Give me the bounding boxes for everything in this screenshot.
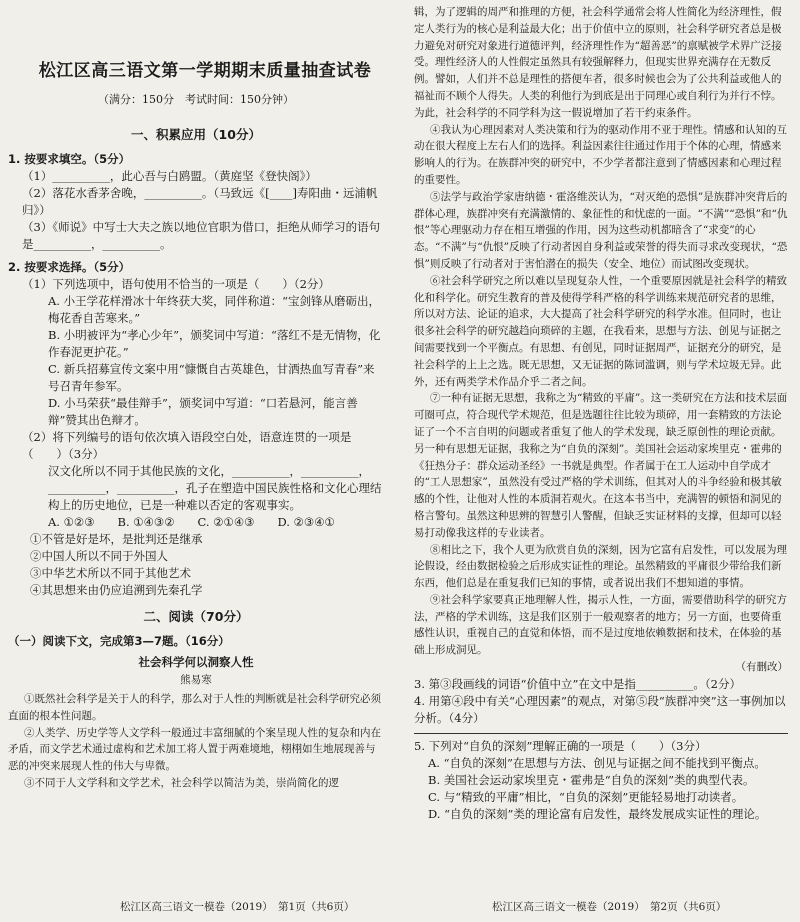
paragraph-3: ③不同于人文学科和文学艺术，社会科学以简洁为美，崇尚简化的逻: [24, 776, 339, 789]
section-heading: 二、阅读（70分）: [143, 609, 249, 624]
question-1-2: （2）落花水香茅舍晚，__________。（马致远《[____]寿阳曲・远浦帆归》）: [22, 186, 378, 217]
paragraph-9: ⑨社会科学家要真正地理解人性，揭示人性，一方面，需要借助科学的研究方法，严格的学术训练，这是我们区别于一般观察者的地方；另一方面，也要倚重感性认识，重视自己的直觉和体悟，而不是过度地依赖数据和技术，在体验的基础上形成洞见。: [414, 593, 787, 657]
article-title: 社会科学何以洞察人性: [138, 655, 254, 669]
paragraph-7: ⑦一种有证据无思想，我称之为“精致的平庸”。这一类研究在方法和技术层面可圈可点，符合现代学术规范，但是选题往往比较为琐碎，用一套精致的方法论证了一个不言自明的问题或者重复了他人的学术发现，缺乏原创性的理论贡献。另一种有思想无证据，我称之为“自负的深刻”。美国社会运动家埃里克・霍弗的《狂热分子：群众运动圣经》一书就是典型。作者属于在工人运动中自学成才的“工人思想家”，虽然没有受过严格的学术训练，但其对人的斗争经验和极其敏感的个性，让他对人性的本质洞若观火。在这本书当中，充满智的顿悟和洞见的格言警句。虽然这种思辨的智慧引人警醒，但缺乏实证材料的支撑，但却可以轻易打动像我这样的专业读者。: [414, 392, 788, 539]
option-d: D. 小马荣获“最佳辩手”，颁奖词中写道：“口若悬河，能言善辩”赞其出色辩才。: [48, 396, 358, 427]
question-3: 3. 第③段画线的词语“价值中立”在文中是指__________。（2分）: [414, 676, 741, 691]
left-column: [0, 0, 398, 922]
right-column: [402, 0, 800, 922]
page-footer: 松江区高三语文一模卷（2019） 第2页（共6页）: [492, 901, 727, 913]
article-author: 熊易寒: [180, 674, 212, 686]
paragraph-2: ②人类学、历史学等人文学科一般通过丰富细腻的个案呈现人性的复杂和内在矛盾，而文学艺术通过虚构和艺术加工将人置于两难境地，栩栩如生地展现善与恶的冲突来展现人性的伟大与卑微。: [8, 726, 381, 773]
option-c: C. 与“精致的平庸”相比，“自负的深刻”更能轻易地打动读者。: [428, 789, 744, 804]
sentence-1: ①不管是好是坏，是批判还是继承: [30, 532, 203, 546]
option-a: A. 小王学花样滑冰十年终获大奖，同伴称道：“宝剑锋从磨砺出，梅花香自苦寒来。”: [48, 294, 380, 325]
paragraph-6: ⑥社会科学研究之所以难以呈现复杂人性，一个重要原因就是社会科学的精致化和科学化。研究生教育的普及使得学科严格的科学训练来规范研究者的思维，所以对方法、论证的追求，大大提高了社会科学研究的科学水准。但同时，也让很多社会科学的研究越趋向琐碎的主题，在我看来，思想与方法、创见与证据之间需要找到一个平衡点。有思想、有创见，同时证据周严，证据充分的研究，是社会科学的上上之选。既无思想，又无证据的陈词滥调，则与学术垃圾无异。此外，还有两类学术作品介乎二者之间。: [414, 274, 787, 388]
question-2-2: （2）将下列编号的语句依次填入语段空白处，语意连贯的一项是（ ）（3分）: [22, 430, 352, 461]
paragraph-5: ⑤法学与政治学家唐纳德・霍洛维茨认为，“对灭绝的恐惧”是族群冲突背后的群体心理，族群冲突有充满激情的、象征性的和忧虑的一面。“不满”“恐惧”和“仇恨”等心理驱动力存在相互增强的作用，因为这些动机都暗含了“求变”的心态。“不满”与“仇恨”反映了行动者因自身利益或荣誉的得失而寻求改变现状，“恐惧”则反映了行动者对于害怕潜在的损失（安全、地位）而试图改变现状。: [414, 190, 788, 270]
option-a: A. “自负的深刻”在思想与方法、创见与证据之间不能找到平衡点。: [428, 755, 766, 770]
question-2-1: （1）下列选项中，语句使用不恰当的一项是（ ）（2分）: [22, 277, 330, 291]
question-2: 2. 按要求选择。（5分）: [8, 260, 131, 274]
sentence-3: ③中华艺术所以不同于其他艺术: [30, 566, 191, 580]
paragraph-8: ⑧相比之下，我个人更为欣赏自负的深刻，因为它富有启发性，可以发展为理论假设，经由数据检验之后形成实证性的理论。虽然精致的平庸很少带给我们新东西，他们总是在重复我们已知的事情，或者说出我们不想知道的事情。: [414, 543, 787, 590]
option-b: B. 小明被评为“孝心少年”，颁奖词中写道：“落红不是无情物，化作春泥更护花。”: [48, 328, 381, 359]
question-1: 1. 按要求填空。（5分）: [8, 152, 131, 166]
answer-line: [414, 733, 788, 734]
sentence-2: ②中国人所以不同于外国人: [30, 549, 168, 563]
sentence-4: ④其思想来由仍应追溯到先秦孔学: [30, 583, 203, 597]
page-title: 松江区高三语文第一学期期末质量抽查试卷: [38, 61, 372, 81]
option-c: C. 新兵招募宣传文案中用“慷慨自古英雄色，甘洒热血写青春”来号召青年参军。: [48, 362, 375, 393]
paragraph-3-cont: 辑，为了逻辑的周严和推理的方便，社会科学通常会将人性简化为经济理性，假定人类行为的核心是利益最大化；出于价值中立的原则，社会科学研究者总是极力避免对研究对象进行道德评判，经济理性作为“超善恶”的禀赋被学术界广泛接受。理性经济人的人性假定虽然具有较强解释力，但现实世界充满存在无数反例。譬如，人们并不总是理性的搭便车者，很多时候也会为了公共利益或他人的福祉而不顾个人得失。人类的利他行为到底是出于同理心或自利行为并行不悖。为此，社会科学的不同学科为这一假说增加了若干约束条件。: [414, 6, 782, 119]
question-1-1: （1）__________，此心吾与白鸥盟。（黄庭坚《登快阁》）: [22, 169, 317, 183]
page-footer: 松江区高三语文一模卷（2019） 第1页（共6页）: [120, 901, 355, 913]
section-heading: 一、积累应用（10分）: [131, 127, 261, 142]
paragraph-4: ④我认为心理因素对人类决策和行为的驱动作用不亚于理性。情感和认知的互动在很大程度上左右人们的选择。利益因素往往通过作用于个体的心理，情感来影响人的行为。在族群冲突的研究中，不少学者都注意到了情感因素和心理过程的重要性。: [414, 123, 787, 186]
options-row: A. ①②③ B. ①④③② C. ②①④③ D. ②③④①: [48, 515, 335, 529]
source-note: （有删改）: [735, 661, 788, 674]
reading-instruction: （一）阅读下文，完成第3—7题。（16分）: [8, 634, 230, 648]
question-1-3: （3）《师说》中写士大夫之族以地位官职为借口，拒绝从师学习的语句是__________，__________。: [22, 220, 381, 251]
option-b: B. 美国社会运动家埃里克・霍弗是“自负的深刻”类的典型代表。: [428, 772, 755, 787]
question-5: 5. 下列对“自负的深刻”理解正确的一项是（ ）（3分）: [414, 738, 707, 753]
question-4: 4. 用第④段中有关“心理因素”的观点，对第⑤段“族群冲突”这一事例加以分析。（4分）: [414, 693, 786, 725]
passage-blank: 汉文化所以不同于其他民族的文化，__________，__________，__________，__________，孔子在塑造中国民族性格和文化心理结构上的历史地位，已是一种难以否定的客观事实。: [48, 464, 382, 512]
exam-info: （满分：150分 考试时间：150分钟）: [98, 93, 294, 106]
option-d: D. “自负的深刻”类的理论富有启发性，最终发展成实证性的理论。: [428, 806, 767, 821]
paragraph-1: ①既然社会科学是关于人的科学，那么对于人性的判断就是社会科学研究必须直面的根本性问题。: [8, 693, 381, 722]
